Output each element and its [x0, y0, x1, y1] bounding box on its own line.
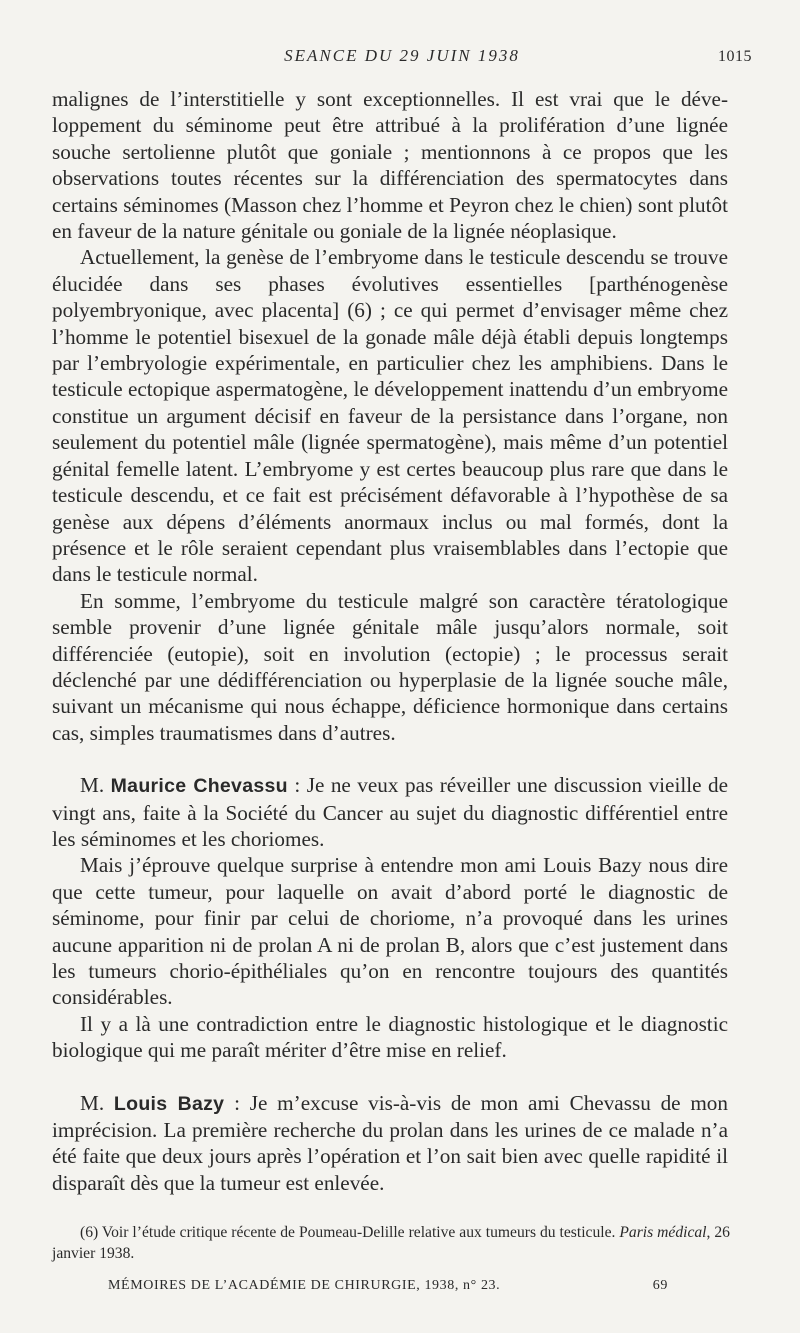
footnote-journal: Paris médical	[619, 1224, 707, 1241]
footer-journal: MÉMOIRES DE L’ACADÉMIE DE CHIRURGIE, 1938, n° 23.	[108, 1278, 501, 1293]
running-header	[52, 44, 752, 72]
page-number: 1015	[718, 48, 752, 65]
chevassu-paragraph-3: Il y a là une contradiction entre le diagnostic histologique et le diagnostic biologique qui me paraît mériter d’être mise en relief.	[52, 1011, 728, 1063]
chevassu-intervention	[52, 772, 728, 852]
speaker-separator: :	[287, 773, 307, 798]
footnote	[52, 1222, 730, 1264]
speaker-name-bazy: Louis Bazy	[113, 1092, 225, 1115]
running-title: SEANCE DU 29 JUIN 1938	[284, 46, 520, 65]
footnote-6	[52, 1222, 730, 1264]
paragraph-3: En somme, l’embryome du testicule malgré son caractère tératologique semble provenir d’une lignée génitale mâle jusqu’alors normale, soit différenciée (eutopie), soit en involution (ectopie) ; le processus serait déclenché par une dédifférenciation ou hyperplasie de la lignée souche mâle, suivant un mécanisme qui nous échappe, déficience hormonique dans certains cas, simples traumatismes dans d’autres.	[52, 588, 728, 745]
speaker-prefix: M.	[80, 773, 111, 798]
footer-signature: 69	[652, 1278, 668, 1293]
bazy-text: Je m’excuse vis-à-vis de mon ami Chevassu de mon imprécision. La première recherche du prolan dans les urines de ce malade n’a été faite que deux jours après l’opération et l’on sait bien avec quelle rapidité il disparaît dès que la tumeur est enlevée.	[52, 1090, 728, 1195]
paragraph-2: Actuellement, la genèse de l’embryome dans le testicule descendu se trouve élucidée dans ses phases évolutives essentielles [parthénogenèse polyembryonique, avec placenta] (6) ; ce qui permet d’envisager même chez l’homme le potentiel bisexuel de la gonade mâle déjà établi depuis longtemps par l’embryologie expérimentale, en particulier chez les amphibiens. Dans le testicule ectopique aspermatogène, le développement inattendu d’un embryome constitue un argument décisif en faveur de la persistance dans l’organe, non seulement du potentiel mâle (lignée spermatogène), mais même d’un potentiel génital femelle latent. L’embryome y est certes beaucoup plus rare que dans le testicule descendu, et ce fait est précisément défavorable à l’hypothèse de sa genèse aux dépens d’éléments anormaux inclus ou mal formés, dont la présence et le rôle seraient cependant plus vraisemblables dans l’ectopie que dans le testicule normal.	[52, 245, 728, 587]
speaker-prefix: M.	[80, 1090, 114, 1115]
footnote-text-before: (6) Voir l’étude critique récente de Poumeau-Delille relative aux tumeurs du testicule.	[80, 1224, 620, 1241]
speaker-name-chevassu: Maurice Chevassu	[110, 775, 288, 798]
paragraph-1: malignes de l’interstitielle y sont exceptionnelles. Il est vrai que le développement du séminome peut être attribué à la prolifération d’une lignée souche sertolienne plutôt que goniale ; mentionnons à ce propos que les observations toutes récentes sur la différenciation des spermatocytes dans certains séminomes (Masson chez l’homme et Peyron chez le chien) sont plutôt en faveur de la nature génitale ou goniale de la lignée néoplasique.	[52, 87, 728, 244]
body-text	[52, 86, 728, 1196]
speaker-separator: :	[224, 1090, 250, 1115]
section-gap	[52, 746, 728, 772]
chevassu-paragraph-2: Mais j’éprouve quelque surprise à entendre mon ami Louis Bazy nous dire que cette tumeur, pour laquelle on avait d’abord porté le diagnostic de séminome, pour finir par celui de choriome, n’a provoqué dans les urines aucune apparition ni de prolan A ni de prolan B, alors que c’est justement dans les tumeurs chorio-épithéliales qu’on en rencontre toujours des quantités considérables.	[52, 853, 728, 1010]
footnote-text-after: , 26 janvier 1938.	[52, 1224, 730, 1262]
chevassu-text: Je ne veux pas réveiller une discussion vieille de vingt ans, faite à la Société du Cancer au sujet du diagnostic différentiel entre les séminomes et les choriomes.	[52, 773, 729, 851]
bazy-intervention	[52, 1090, 728, 1197]
section-gap	[52, 1064, 728, 1090]
